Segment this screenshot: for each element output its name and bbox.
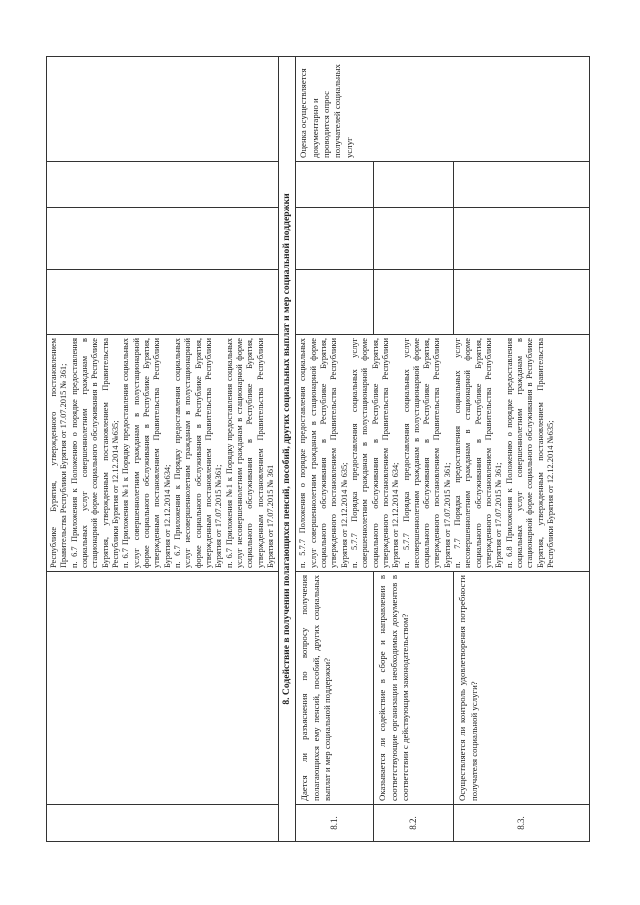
table-cell-yes <box>296 270 374 335</box>
row-number: 8.3. <box>454 805 590 842</box>
basis-line: п. 6.7 Приложения к Положению о порядке предоставления социальных услуг совершеннолетним гражданам в стационарной форме социального обслуживания в Республике Бурятия, утвержденным постановлением Правительства Республики Бурятия от 12.12.2014 №635; <box>69 338 120 568</box>
row-question: Оказывается ли содействие в сборе и направлении в соответствующие организации необходимых документов в соответствии с действующим законодательством? <box>374 572 454 805</box>
row-note: Оценка осуществляется документарно и проводится опрос получателей социальных услуг <box>296 57 590 162</box>
basis-line: п. 6.7 Приложения №1 к Порядку предоставления социальных услуг несовершеннолетним гражданам в стационарной форме социального обслуживания в Республике Бурятия, утвержденным постановлением Правительства Республики Бурятия от 17.07.2015 № 361 <box>224 338 275 568</box>
table-cell-na <box>296 162 374 208</box>
basis-line: Республике Бурятия, утвержденного постановлением Правительства Республики Бурятия от 17.07.2015 № 361; <box>49 338 69 568</box>
table-cell-yes <box>47 270 279 335</box>
table-cell-yes <box>454 270 590 335</box>
basis-line: п. 6.7 Приложения к Порядку предоставления социальных услуг несовершеннолетним гражданам в полустационарной форме социального обслуживания в Республике Бурятия, утвержденным постановлением Правительства Республики Бурятия от 17.07.2015 №361; <box>172 338 224 568</box>
row-question: Дается ли разъяснения по вопросу получения полагающихся ему пенсий, пособий, других социальных выплат и мер социальной поддержки? <box>296 572 374 805</box>
checklist-table <box>46 56 590 842</box>
section-title: 8. Содействие в получении полагающихся пенсий, пособий, других социальных выплат и мер социальной поддержки <box>279 57 296 842</box>
table-cell-yes <box>374 270 454 335</box>
row-number: 8.1. <box>296 805 374 842</box>
row-legal-basis <box>296 335 590 572</box>
table-cell-question <box>47 572 279 805</box>
table-cell-no <box>454 208 590 270</box>
basis-line: п. 5.7.7 Положения о порядке предоставления социальных услуг совершеннолетним гражданам в стационарной форме социального обслуживания в Республике Бурятия, утвержденного постановлением Правительства Республики Бурятия от 12.12.2014 № 635; <box>298 338 349 568</box>
table-row <box>47 57 279 842</box>
table-cell-legal-basis <box>47 335 279 572</box>
table-cell-no <box>47 208 279 270</box>
table-cell-no <box>374 208 454 270</box>
row-number: 8.2. <box>374 805 454 842</box>
basis-line: п. 5.7.7 Порядка предоставления социальных услуг совершеннолетним гражданам в полустационарной форме социального обслуживания в Республике Бурятия, утвержденного постановлением Правительства Республики Бурятия от 12.12.2014 № 634; <box>349 338 401 568</box>
basis-line: п. 5.7.7 Порядка предоставления социальных услуг несовершеннолетним гражданам в полустационарной форме социального обслуживания в Республике Бурятия, утвержденного постановлением Правительства Республики Бурятия от 17.07.2015 № 361; <box>401 338 452 568</box>
row-question: Осуществляется ли контроль удовлетворения потребности получателя социальной услуги? <box>454 572 590 805</box>
table-cell-na <box>374 162 454 208</box>
basis-line: п. 6.7 Приложения №1 к Порядку предоставления социальных услуг совершеннолетним гражданам в полустационарной форме социального обслуживания в Республике Бурятия, утвержденным постановлением Правительства Республики Бурятия от 12.12.2014 №634; <box>121 338 172 568</box>
basis-line: п. 6.8 Приложения к Положению о порядке предоставления социальных услуг совершеннолетним гражданам в стационарной форме социального обслуживания в Республике Бурятия, утвержденным постановлением Правительства Республики Бурятия от 12.12.2014 №635; <box>504 338 556 568</box>
rotated-table-wrapper <box>46 57 584 842</box>
basis-line: п. 7.7 Порядка предоставления социальных услуг несовершеннолетним гражданам в стационарной форме социального обслуживания в Республике Бурятия, утвержденного постановлением Правительства Республики Бурятия от 17.07.2015 № 361; <box>453 338 504 568</box>
section-row <box>279 57 296 842</box>
table-cell-na <box>47 162 279 208</box>
table-cell-no <box>296 208 374 270</box>
table-row <box>296 57 374 842</box>
table-cell-note <box>47 57 279 162</box>
table-cell-na <box>454 162 590 208</box>
table-cell-number <box>47 805 279 842</box>
